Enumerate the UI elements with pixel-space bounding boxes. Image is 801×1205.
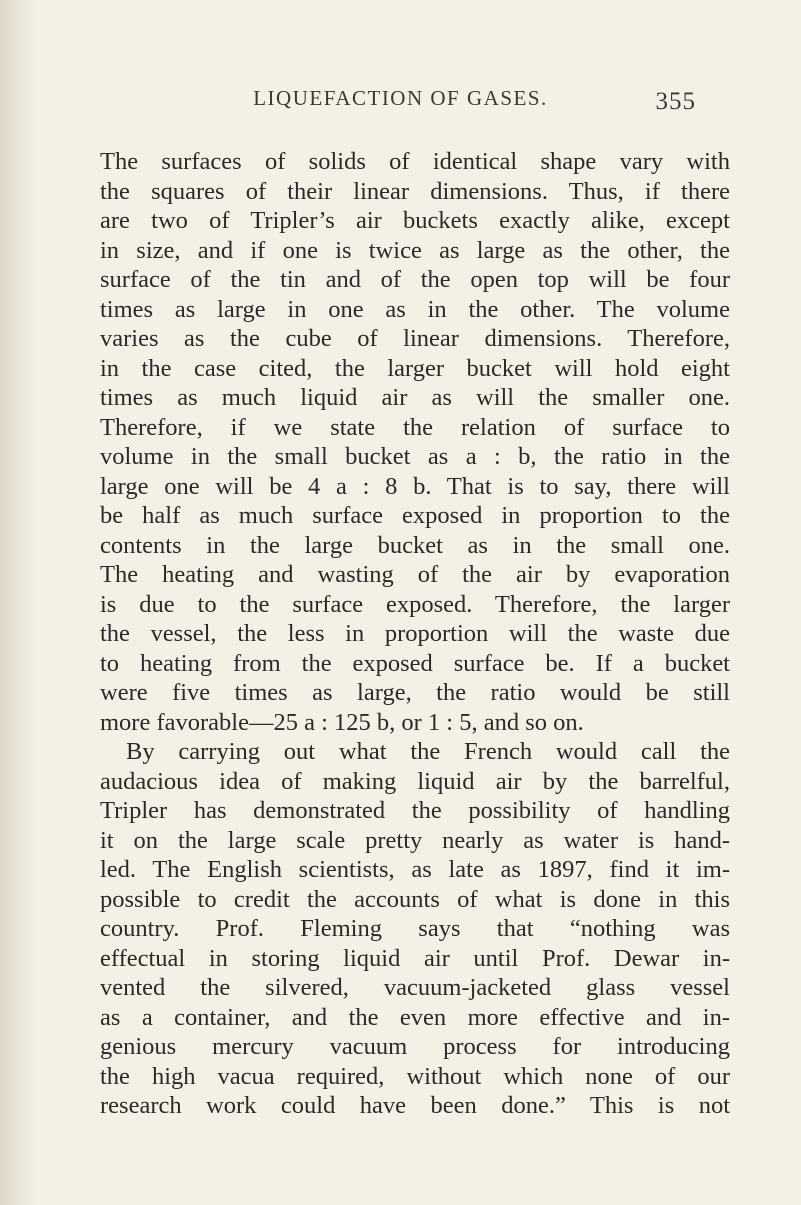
- text-line: Therefore, if we state the relation of surface to: [100, 413, 730, 441]
- text-line: Tripler has demonstrated the possibility of handling: [100, 797, 730, 824]
- text-line: as a container, and the even more effective and in-: [100, 1003, 730, 1031]
- page-edge-shadow: [0, 0, 38, 1205]
- text-line: times as large in one as in the other. The volume: [100, 295, 730, 323]
- text-line: times as much liquid air as will the smaller one.: [100, 384, 730, 411]
- body-text: [100, 147, 730, 1121]
- text-line: varies as the cube of linear dimensions. Therefore,: [100, 325, 730, 352]
- text-line: to heating from the exposed surface be. If a bucket: [100, 649, 730, 677]
- text-line: country. Prof. Fleming says that “nothing was: [100, 915, 730, 942]
- text-line: audacious idea of making liquid air by the barrelful,: [100, 767, 730, 795]
- text-line: contents in the large bucket as in the small one.: [100, 531, 730, 559]
- text-line: effectual in storing liquid air until Prof. Dewar in-: [100, 944, 730, 972]
- text-line: were five times as large, the ratio would be still: [100, 679, 730, 706]
- text-line: The heating and wasting of the air by evaporation: [100, 561, 730, 588]
- text-line: are two of Tripler’s air buckets exactly alike, except: [100, 207, 730, 234]
- text-line: By carrying out what the French would call the: [126, 738, 730, 765]
- text-line: surface of the tin and of the open top will be four: [100, 266, 730, 293]
- text-line: The surfaces of solids of identical shape vary with: [100, 148, 730, 175]
- text-line: in the case cited, the larger bucket will hold eight: [100, 354, 730, 382]
- running-title: LIQUEFACTION OF GASES.: [253, 86, 548, 110]
- text-line: be half as much surface exposed in proportion to the: [100, 502, 730, 529]
- text-line: in size, and if one is twice as large as the other, the: [100, 236, 730, 264]
- text-line: large one will be 4 a : 8 b. That is to say, there will: [100, 472, 730, 500]
- text-line: is due to the surface exposed. Therefore, the larger: [100, 590, 730, 618]
- text-line: more favorable—25 a : 125 b, or 1 : 5, and so on.: [100, 708, 584, 736]
- text-line: possible to credit the accounts of what is done in this: [100, 885, 730, 913]
- text-line: it on the large scale pretty nearly as water is hand-: [100, 826, 730, 854]
- text-line: volume in the small bucket as a : b, the ratio in the: [100, 443, 730, 470]
- text-line: led. The English scientists, as late as 1897, find it im-: [100, 856, 730, 883]
- text-line: the high vacua required, without which none of our: [100, 1062, 730, 1090]
- text-line: genious mercury vacuum process for introducing: [100, 1033, 730, 1060]
- text-line: research work could have been done.” This is not: [100, 1092, 730, 1119]
- running-head: [0, 86, 801, 126]
- text-line: the vessel, the less in proportion will the waste due: [100, 620, 730, 647]
- page-number: 355: [655, 88, 696, 115]
- text-line: vented the silvered, vacuum-jacketed glass vessel: [100, 974, 730, 1001]
- text-line: the squares of their linear dimensions. Thus, if there: [100, 177, 730, 205]
